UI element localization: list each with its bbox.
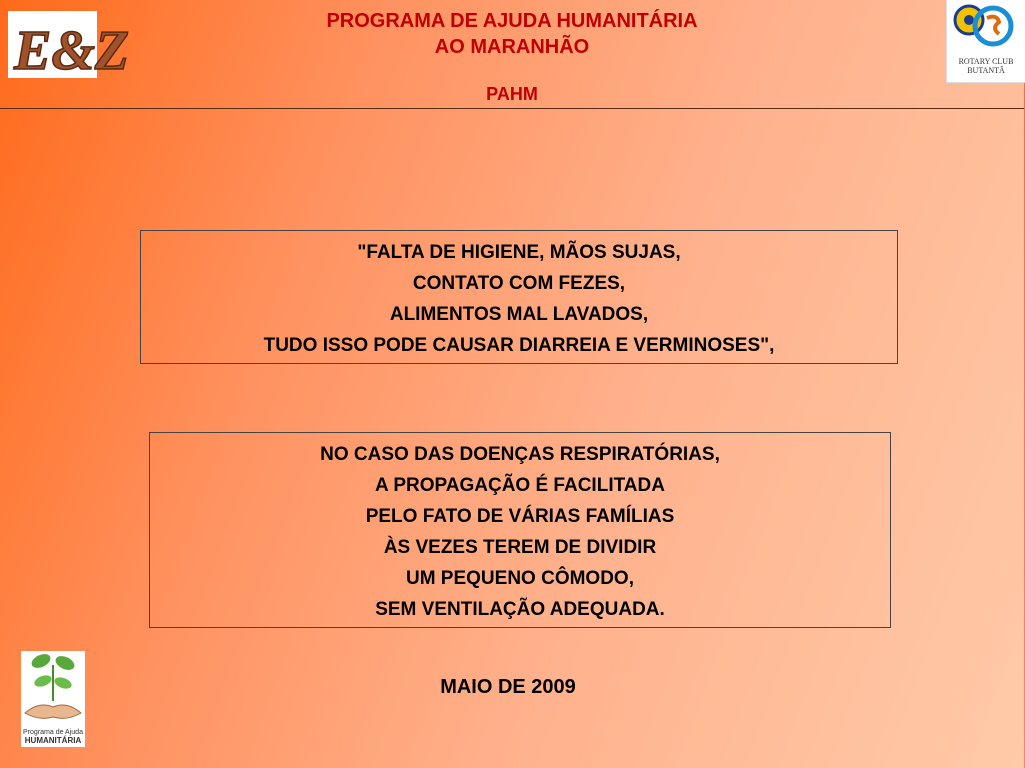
title-line-1: PROGRAMA DE AJUDA HUMANITÁRIA [326,10,698,32]
header-divider [0,108,1024,109]
rotary-club-logo [946,0,1025,83]
box2-line: A PROPAGAÇÃO É FACILITADA [375,475,665,496]
box1-line: "FALTA DE HIGIENE, MÃOS SUJAS, [357,242,681,263]
box2-line: UM PEQUENO CÔMODO, [405,568,634,589]
rotary-label-2: BUTANTÃ [967,66,1005,75]
rotary-emblem-icon [947,0,1025,56]
box2-line: SEM VENTILAÇÃO ADEQUADA. [375,599,665,620]
page-title [0,8,1024,60]
ez-logo-mark: E&Z [14,20,130,82]
box1-line: ALIMENTOS MAL LAVADOS, [389,304,649,325]
date-label: MAIO DE 2009 [440,676,576,698]
box2-line: NO CASO DAS DOENÇAS RESPIRATÓRIAS, [320,444,720,465]
page-subtitle: PAHM [486,84,538,104]
title-line-2: AO MARANHÃO [434,36,590,58]
pah-label-1: Programa de Ajuda [23,729,83,736]
rotary-label-1: ROTARY CLUB [958,57,1014,66]
text-box-respiratory [149,432,891,628]
box1-line: CONTATO COM FEZES, [412,273,626,294]
box2-line: ÀS VEZES TEREM DE DIVIDIR [383,537,657,558]
box2-line: PELO FATO DE VÁRIAS FAMÍLIAS [365,506,675,527]
pah-label-2: HUMANITÁRIA [24,736,82,745]
humanitarian-program-logo [21,651,85,747]
quote-box-hygiene [140,230,898,364]
box1-line: TUDO ISSO PODE CAUSAR DIARREIA E VERMINOSES", [263,335,775,356]
